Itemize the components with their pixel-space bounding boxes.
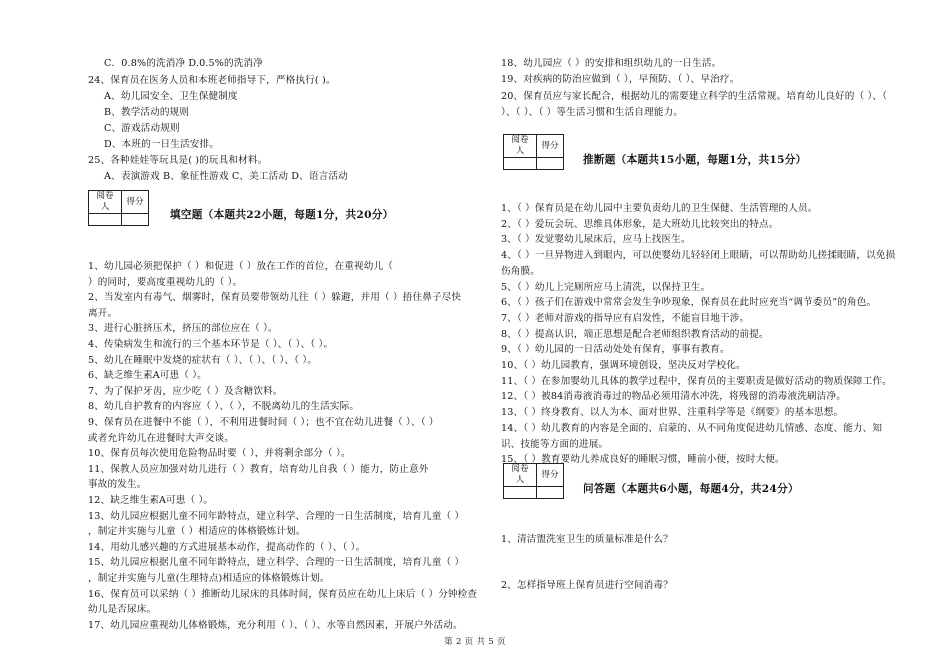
text-line: 4、（ ）一旦异物进入到眼内，可以使婴幼儿轻轻闭上眼睛，可以帮助幼儿搓揉眼睛，以免损 (501, 250, 896, 262)
text-line: ，制定并实施与儿童（ ）相适应的体格锻炼计划。 (88, 526, 306, 538)
text-line: 14、（ ）幼儿教育的内容是全面的、启蒙的、从不同角度促进幼儿情感、态度、能力、知 (501, 422, 883, 434)
text-line: B、教学活动的规则 (104, 107, 190, 118)
text-line: 1、（ ）保育员是在幼儿园中主要负责幼儿的卫生保健、生活管理的人员。 (501, 203, 818, 214)
text-line: 11、保教人员应加强对幼儿进行（ ）教育，培育幼儿自我（ ）能力，防止意外 (88, 463, 429, 475)
text-line: 伤角膜。 (501, 265, 540, 277)
text-line: ）、（ ）、（ ）等生活习惯和生活自理能力。 (501, 107, 684, 118)
text-line: 2、怎样指导班上保育员进行空间消毒？ (501, 580, 673, 591)
text-line: D、本班的一日生活安排。 (104, 139, 220, 150)
text-line: 事故的发生。 (88, 479, 147, 491)
reviewer-label: 阅卷人 (504, 464, 537, 487)
text-line: 7、为了保护牙齿，应少吃（ ）及含糖饮料。 (88, 385, 283, 397)
text-line: 7、（ ）老师对游戏的指导应有启发性，不能盲目地干涉。 (501, 312, 750, 324)
text-line: 24、保育员在医务人员和本班老师指导下，严格执行( )。 (88, 75, 336, 86)
text-line: 6、缺乏维生素A可患（ ）。 (88, 370, 207, 382)
score-cell (537, 158, 564, 170)
score-box-fill (88, 190, 149, 226)
text-line: 13、幼儿园应根据儿童不同年龄特点，建立科学、合理的一日生活制度，培育儿童（ ） (88, 510, 465, 522)
score-box-qa (503, 463, 564, 499)
fill-blank-section-title: 填空题（本题共22小题，每题1分，共20分） (170, 209, 394, 221)
text-line: ，制定并实施与儿童(生理特点)相适应的体格锻炼计划。 (88, 573, 330, 584)
page-footer: 第 2 页 共 5 页 (444, 637, 506, 647)
text-line: 8、幼儿自护教育的内容应（ ）、（ ），不脱离幼儿的生活实际。 (88, 401, 360, 413)
reviewer-cell (89, 214, 122, 226)
score-label: 得分 (537, 464, 564, 487)
reviewer-label: 阅卷人 (504, 135, 537, 158)
text-line: 2、（ ）爱玩会玩、思维具体形象，是大班幼儿比较突出的特点。 (501, 218, 779, 230)
text-line: 3、（ ）发觉婴幼儿尿床后，应马上找医生。 (501, 234, 691, 246)
text-line: 18、幼儿园应（ ）的安排和组织幼儿的一日生活。 (501, 58, 722, 69)
reviewer-cell (504, 158, 537, 170)
text-line: ）的同时，要高度重视幼儿的（ ）。 (88, 276, 243, 288)
text-line: 10、（ ）幼儿园教育，强调环境创设，坚决反对学校化。 (501, 360, 746, 371)
score-cell (122, 214, 149, 226)
text-line: 1、幼儿园必须把保护（ ）和促进（ ）放在工作的首位，在重视幼儿（ (88, 261, 393, 272)
text-line: 20、保育员应与家长配合，根据幼儿的需要建立科学的生活常规。培育幼儿良好的（ ）、（ (501, 91, 888, 102)
judgment-section-title: 推断题（本题共15小题，每题1分，共15分） (583, 154, 807, 166)
text-line: 8、（ ）提高认识，端正思想是配合老师组织教育活动的前提。 (501, 328, 769, 340)
text-line: 离开。 (88, 307, 118, 319)
score-label: 得分 (537, 135, 564, 158)
text-line: A、表演游戏 B、象征性游戏 C、美工活动 D、语言活动 (104, 171, 348, 182)
text-line: 13、（ ）终身教育、以人为本、面对世界、注重科学等是《纲要》的基本思想。 (501, 407, 844, 419)
reviewer-cell (504, 487, 537, 499)
text-line: 识、技能等方面的进展。 (501, 438, 609, 450)
text-line: C、游戏活动规则 (104, 123, 180, 134)
text-line: 2、当发室内有毒气、烟雾时，保育员要带领幼儿往（ ）躲避，并用（ ）捂住鼻子尽快 (88, 292, 462, 304)
text-line: 3、进行心脏挤压术，挤压的部位应在（ ）。 (88, 323, 278, 335)
text-line: 1、清洁盥洗室卫生的质量标准是什么？ (501, 534, 673, 545)
text-line: 9、（ ）幼儿园的一日活动处处有保育，事事有教育。 (501, 344, 730, 356)
score-cell (537, 487, 564, 499)
text-line: 4、传染病发生和流行的三个基本环节是（ ）、（ ）、（ ）。 (88, 339, 334, 350)
text-line: 15、幼儿园应根据儿童不同年龄特点，建立科学、合理的一日生活制度，培育儿童（ ） (88, 557, 465, 569)
text-line: 9、保育员在进餐中不能（ ），不利用进餐时间（ ）；也不宜在幼儿进餐（ ）、（ ） (88, 417, 439, 428)
text-line: C．0.8%的洗消净 D.0.5%的洗消净 (104, 58, 264, 69)
text-line: 10、保育员每次使用危险物品时要（ ），并将剩余部分（ ）。 (88, 448, 351, 460)
text-line: 幼儿是否尿床。 (88, 604, 157, 616)
text-line: 19、对疾病的防治应做到（ ），早预防、（ ）、早治疗。 (501, 74, 740, 85)
text-line: 16、保育员可以采纳（ ）推断幼儿尿床的具体时间，保育员应在幼儿上床后（ ）分钟检查 (88, 588, 478, 600)
text-line: 25、各种娃娃等玩具是( )的玩具和材料。 (88, 155, 268, 166)
text-line: 15、（ ）教育要幼儿养成良好的睡眠习惯，睡前小便，按时大便。 (501, 454, 785, 466)
text-line: 14、用幼儿感兴趣的方式进展基本动作，提高动作的（ ）、（ ）。 (88, 541, 366, 553)
text-line: A、幼儿园安全、卫生保健制度 (104, 91, 238, 102)
reviewer-label: 阅卷人 (89, 191, 122, 214)
text-line: 5、幼儿在睡眠中发烧的症状有（ ）、（ ）、（ ）、（ ）。 (88, 354, 318, 366)
qa-section-title: 问答题（本题共6小题，每题4分，共24分） (583, 483, 799, 495)
text-line: 12、缺乏维生素A可患（ ）。 (88, 495, 214, 506)
text-line: 11、（ ）在参加婴幼儿具体的教学过程中，保育员的主要职责是做好活动的物质保障工作。 (501, 375, 892, 387)
score-label: 得分 (122, 191, 149, 214)
text-line: 6、（ ）孩子们在游戏中常常会发生争吵现象，保育员在此时应充当“调节委员”的角色。 (501, 297, 877, 309)
text-line: 或者允许幼儿在进餐时大声交谈。 (88, 432, 235, 444)
text-line: 17、幼儿园应重视幼儿体格锻炼，充分利用（ ）、（ ）、水等自然因素，开展户外活动。 (88, 619, 463, 631)
score-box-judge (503, 134, 564, 170)
text-line: 5、（ ）幼儿上完厕所应马上清洗，以保持卫生。 (501, 281, 711, 293)
text-line: 12、（ ）被84消毒液消毒过的物品必须用清水冲洗，将残留的消毒液洗刷洁净。 (501, 391, 846, 403)
